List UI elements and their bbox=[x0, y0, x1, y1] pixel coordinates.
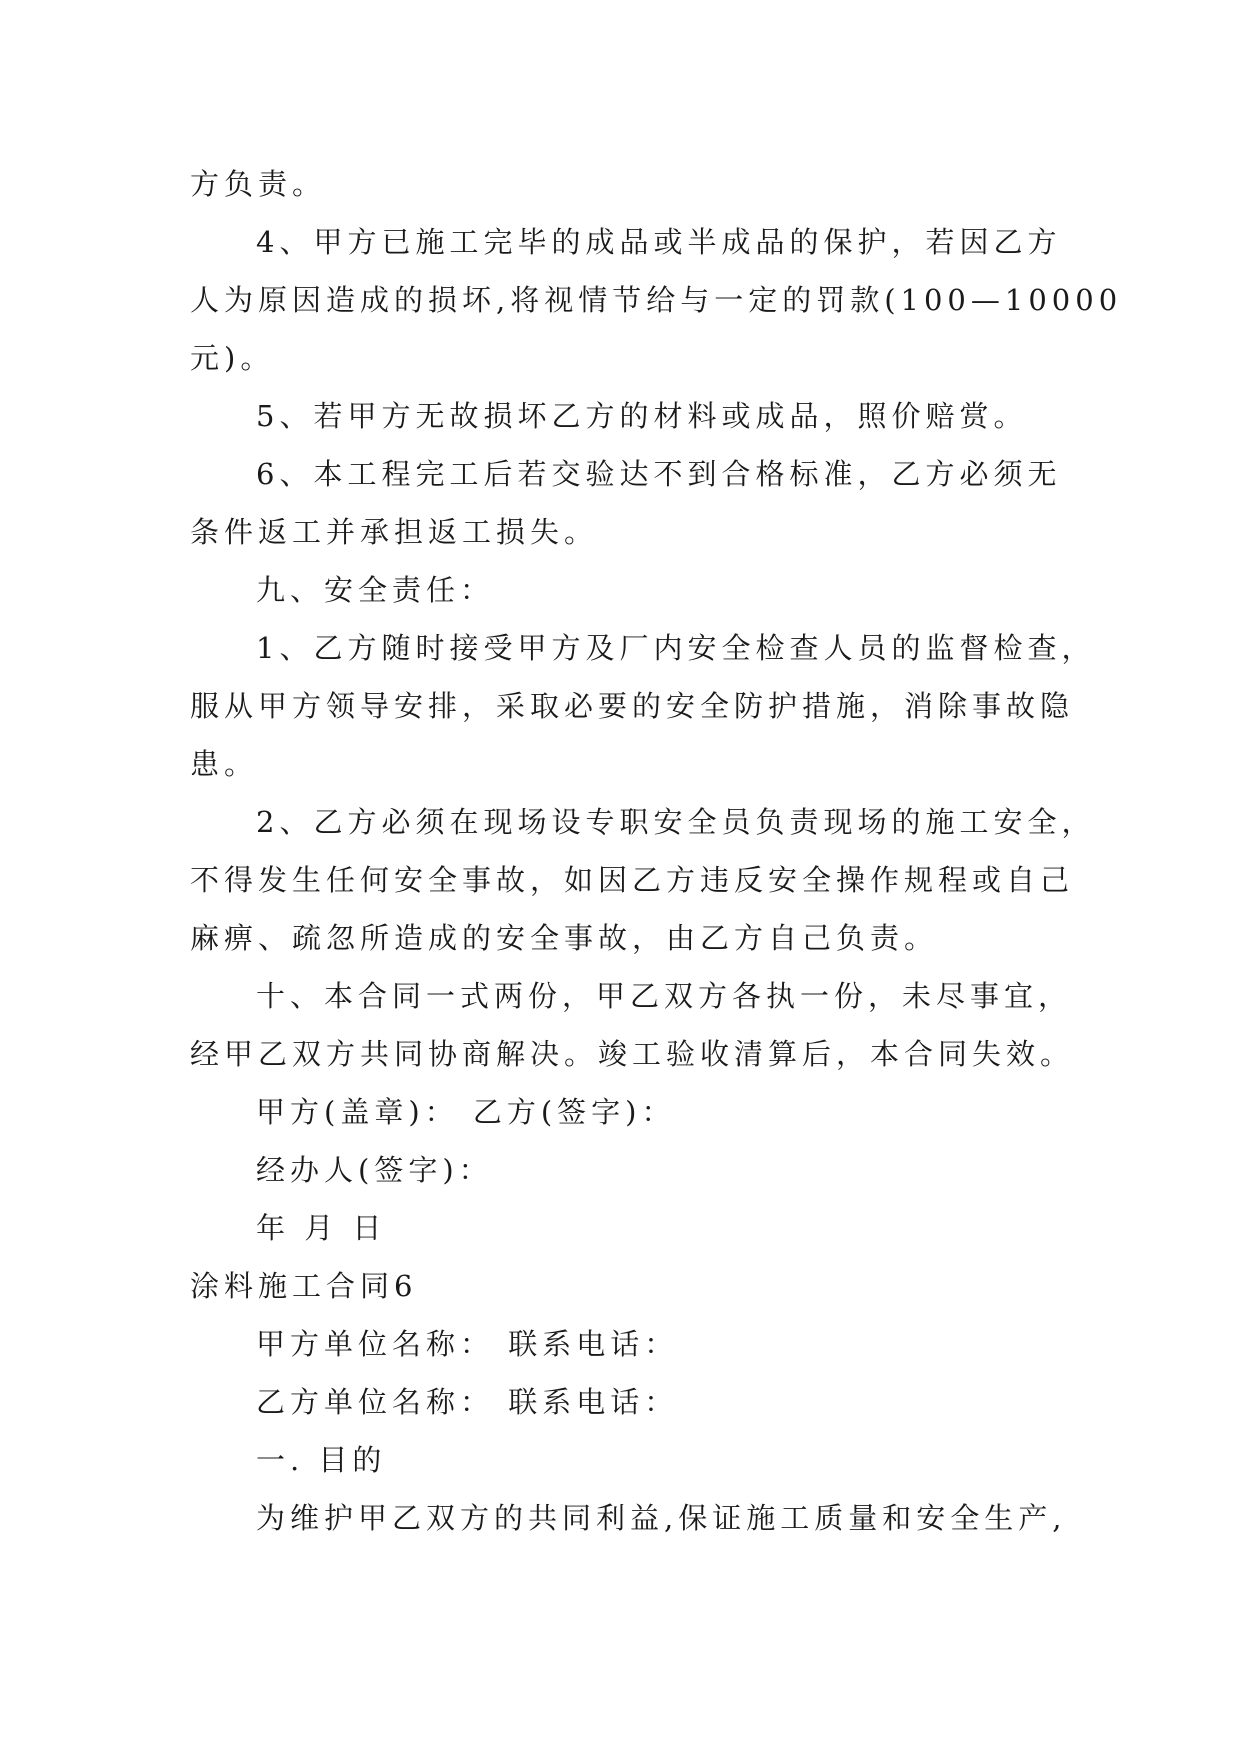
text-line: 麻痹、疏忽所造成的安全事故，由乙方自己负责。 bbox=[190, 921, 939, 955]
document-body bbox=[190, 155, 1123, 1547]
text-line: 服从甲方领导安排，采取必要的安全防护措施，消除事故隐 bbox=[190, 689, 1075, 723]
text-line: 人为原因造成的损坏,将视情节给与一定的罚款(100—10000 bbox=[190, 283, 1123, 317]
text-line: 经甲乙双方共同协商解决。竣工验收清算后，本合同失效。 bbox=[190, 1037, 1075, 1071]
date-line: 年 月 日 bbox=[256, 1211, 387, 1245]
text-line: 方负责。 bbox=[190, 167, 327, 201]
signature-line: 甲方(盖章)： 乙方(签字)： bbox=[256, 1095, 676, 1129]
party-info-line: 乙方单位名称： 联系电话： bbox=[256, 1385, 679, 1419]
text-line: 1、乙方随时接受甲方及厂内安全检查人员的监督检查， bbox=[256, 631, 1096, 665]
text-line: 2、乙方必须在现场设专职安全员负责现场的施工安全， bbox=[256, 805, 1096, 839]
contract-title: 涂料施工合同6 bbox=[190, 1269, 418, 1303]
text-line: 为维护甲乙双方的共同利益,保证施工质量和安全生产, bbox=[256, 1501, 1067, 1535]
party-info-line: 甲方单位名称： 联系电话： bbox=[256, 1327, 679, 1361]
signature-line: 经办人(签字)： bbox=[256, 1153, 493, 1187]
text-line: 十、本合同一式两份，甲乙双方各执一份，未尽事宜， bbox=[256, 979, 1073, 1013]
text-line: 元)。 bbox=[190, 341, 275, 375]
text-line: 不得发生任何安全事故，如因乙方违反安全操作规程或自己 bbox=[190, 863, 1075, 897]
text-line: 6、本工程完工后若交验达不到合格标准，乙方必须无 bbox=[256, 457, 1062, 491]
text-line: 5、若甲方无故损坏乙方的材料或成品，照价赔赏。 bbox=[256, 399, 1028, 433]
text-line: 条件返工并承担返工损失。 bbox=[190, 515, 599, 549]
text-line: 患。 bbox=[190, 747, 259, 781]
text-line: 4、甲方已施工完毕的成品或半成品的保护，若因乙方 bbox=[256, 225, 1062, 259]
section-heading: 一. 目的 bbox=[256, 1443, 387, 1477]
section-heading: 九、安全责任： bbox=[256, 573, 495, 607]
